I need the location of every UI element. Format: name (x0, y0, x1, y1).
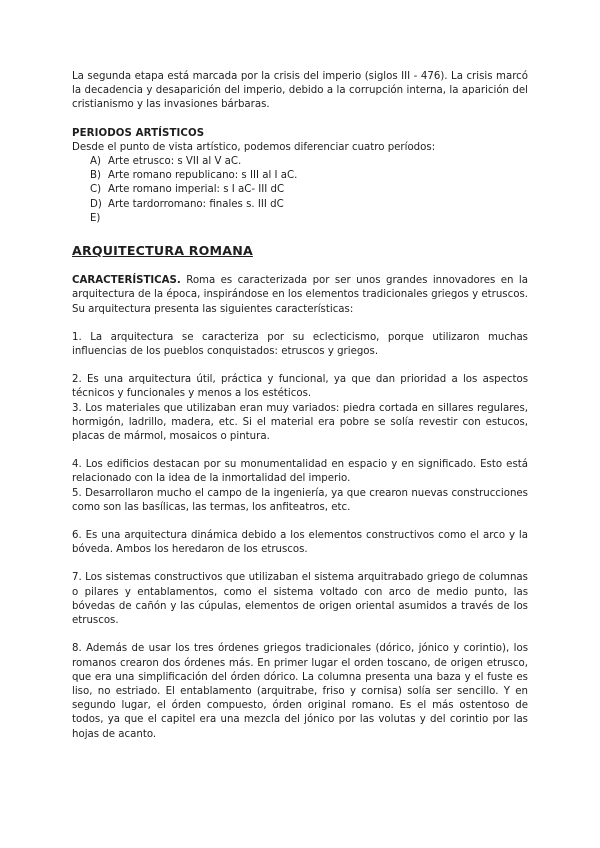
characteristic-2: 2. Es una arquitectura útil, práctica y funcional, ya que dan prioridad a los aspectos técnicos y funcionales y menos a los estéticos. (72, 374, 528, 400)
list-item-text: Arte tardorromano: finales s. III dC (108, 198, 284, 210)
characteristic-7: 7. Los sistemas constructivos que utilizaban el sistema arquitrabado griego de columnas o pilares y entablamentos, como el sistema voltado con arco de medio punto, las bóvedas de cañón y las cúpulas, elementos de origen oriental asumidos a través de los etruscos. (72, 572, 528, 627)
characteristic-6: 6. Es una arquitectura dinámica debido a los elementos constructivos como el arco y la bóveda. Ambos los heredaron de los etruscos. (72, 530, 528, 556)
list-item (90, 212, 528, 226)
list-marker: A) (90, 156, 101, 168)
list-item (90, 155, 528, 169)
list-item-text: Arte romano republicano: s III al I aC. (108, 170, 298, 182)
list-item-text: Arte romano imperial: s I aC- III dC (108, 184, 285, 196)
characteristics-paragraph (72, 274, 528, 317)
characteristic-8: 8. Además de usar los tres órdenes griegos tradicionales (dórico, jónico y corintio), los romanos crearon dos órdenes más. En primer lugar el orden toscano, de origen etrusco, que era una simplificación del órden dórico. La columna presenta una baza y el fuste es liso, no estriado. El entablamento (arquitrabe, friso y cornisa) solía ser sencillo. Y en segundo lugar, el órden compuesto, órden original romano. Es el más ostentoso de todos, ya que el capitel era una mezcla del jónico por las volutas y del corintio por las hojas de acanto. (72, 643, 528, 740)
characteristic-5: 5. Desarrollaron mucho el campo de la ingeniería, ya que crearon nuevas construcciones como son las basílicas, las termas, los anfiteatros, etc. (72, 487, 528, 513)
list-marker: E) (90, 212, 101, 224)
periods-intro: Desde el punto de vista artístico, podemos diferenciar cuatro períodos: (72, 141, 436, 153)
list-marker: B) (90, 170, 101, 182)
characteristic-1: 1. La arquitectura se caracteriza por su eclecticismo, porque utilizaron muchas influencias de los pueblos conquistados: etruscos y griegos. (72, 331, 528, 358)
document-page (72, 70, 528, 742)
periods-list (72, 155, 528, 226)
list-item (90, 183, 528, 197)
list-item-text: Arte etrusco: s VII al V aC. (108, 156, 242, 168)
list-item (90, 169, 528, 183)
characteristic-3: 3. Los materiales que utilizaban eran muy variados: piedra cortada en sillares regulares, hormigón, ladrillo, madera, etc. Si el material era pobre se solía revestir con estucos, placas de mármol, mosaicos o pintura. (72, 402, 528, 443)
characteristics-text: Roma es caracterizada por ser unos grandes innovadores en la arquitectura de la época, inspirándose en los elementos tradicionales griegos y etruscos. Su arquitectura presenta las siguientes características: (72, 275, 528, 315)
characteristics-label: CARACTERÍSTICAS. (72, 275, 181, 287)
characteristic-4: 4. Los edificios destacan por su monumentalidad en espacio y en significado. Esto está relacionado con la idea de la inmortalidad del imperio. (72, 459, 528, 485)
list-marker: C) (90, 184, 102, 196)
list-marker: D) (90, 198, 102, 210)
intro-paragraph: La segunda etapa está marcada por la crisis del imperio (siglos III - 476). La crisis marcó la decadencia y desaparición del imperio, debido a la corrupción interna, la aparición del cristianismo y las invasiones bárbaras. (72, 71, 528, 111)
periods-heading: PERIODOS ARTÍSTICOS (72, 127, 205, 139)
list-item (90, 198, 528, 212)
section-title: ARQUITECTURA ROMANA (72, 243, 253, 259)
